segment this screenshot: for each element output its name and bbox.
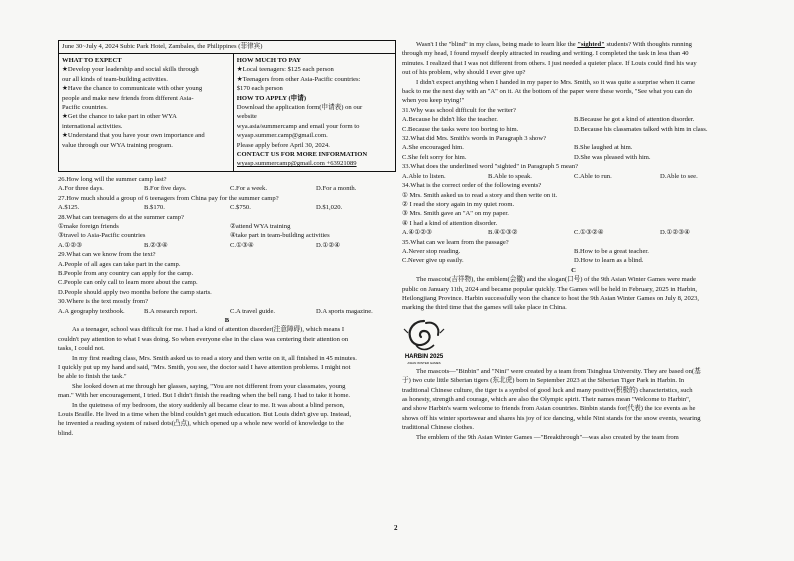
expect-line: our all kinds of team-building activities. (62, 75, 168, 83)
pay-line: ★Teenagers from other Asia-Pacific countries: (236, 75, 361, 83)
options-35-row2 (402, 256, 745, 265)
question-34: 34.What is the correct order of the following events? (402, 182, 542, 190)
passage-b-continued (402, 40, 745, 106)
paragraph-line: traditional Chinese clothes. (402, 424, 474, 432)
paragraph-line: Louis Braille. He lived in a time when the blind couldn't get much education. But Louis didn't give up. Instead, (58, 411, 351, 419)
paragraph-line (402, 49, 745, 58)
option: D.For a month. (316, 185, 357, 193)
option: D.①②④ (316, 241, 341, 249)
paragraph-line: couldn't pay attention to what I was doing. So when everyone else in the class was centering their attention on (58, 335, 349, 343)
passage-c-mascots (402, 367, 745, 433)
text-run: minutes. I realized that I was not different from others. I just needed a quieter place. If Louis could find his way (402, 59, 697, 67)
expect-line: ★Get the chance to take part in other WYA (62, 113, 177, 121)
what-to-expect (59, 54, 234, 171)
question-26: 26.How long will the summer camp last? (58, 175, 167, 183)
expect-line: value through our WYA training program. (62, 141, 173, 149)
contact-line: wyasp.summercamp@gmail.com +63921089 (236, 160, 357, 168)
option: D.①②③④ (660, 229, 691, 237)
option: B.Able to speak. (488, 172, 532, 180)
passage-c-intro (402, 275, 745, 313)
option: B.For five days. (144, 185, 187, 193)
expect-line: international activities. (62, 122, 123, 130)
q28-item: ④take part in team-building activities (230, 232, 330, 240)
paragraph-line: I quickly put up my hand and said, "Mrs. Smith, you see, the doctor said I have attention problems. I might not (58, 364, 351, 371)
question-33: 33.What does the underlined word "sighted" in Paragraph 5 mean? (402, 163, 579, 171)
question-35: 35.What can we learn from the passage? (402, 238, 509, 246)
option: A.④①②③ (402, 229, 433, 237)
pay-line: ★Local teenagers: $125 each person (236, 66, 334, 74)
options-33 (402, 172, 745, 181)
q34-item: ① Mrs. Smith asked us to read a story and then write on it. (402, 191, 558, 199)
passage-c-mascots-block (402, 313, 745, 367)
options-35-row1 (402, 247, 745, 256)
text-run: out of his problem, why should I ever give up? (402, 69, 526, 77)
right-column (402, 40, 745, 442)
option: D.How to learn as a blind. (574, 257, 644, 265)
q28-item: ②attend WYA training (230, 222, 291, 230)
paragraph-line: Heilongjiang Province. Harbin successfully won the chance to host the 9th Asian Winter Games on July 8, 2023, (402, 294, 700, 302)
option: B.She laughed at him. (574, 144, 633, 152)
left-column (58, 40, 396, 438)
text-run: back to me the next day with an "A" on it. At the bottom of the paper were these words, "See what you can do (402, 88, 693, 96)
options-34 (402, 228, 745, 237)
paragraph-line: tasks, I could not. (58, 345, 105, 353)
question-29: 29.What can we know from the text? (58, 251, 156, 259)
notice-header: June 30~July 4, 2024 Subic Park Hotel, Zambales, the Philippines (菲律宾) (59, 41, 395, 54)
emblem-subtext: ASIAN WINTER GAMES (407, 360, 441, 365)
question-28: 28.What can teenagers do at the summer camp? (58, 213, 184, 221)
q34-item: ③ Mrs. Smith gave an "A" on my paper. (402, 210, 509, 218)
q28-item: ①make foreign friends (58, 222, 119, 230)
paragraph-line (402, 87, 745, 96)
paragraph-line: traditional Chinese culture, the tiger is a symbol of good luck and many positive(积极的) characteristics, such (402, 386, 693, 394)
option: D.She was pleased with him. (574, 153, 651, 161)
spacer (402, 313, 745, 367)
q28-items-row1 (58, 222, 396, 231)
passage-c-emblem-line: The emblem of the 9th Asian Winter Games —"Breakthrough"—was also created by the team from (416, 433, 679, 441)
option: D.Because his classmates talked with him in class. (574, 125, 708, 133)
option: B.④①③② (488, 229, 518, 237)
option: C.Because the tasks were too boring to him. (402, 125, 519, 133)
apply-line: wyasp.summer.camp@gmail.com. (236, 132, 328, 140)
paragraph-line: as honesty, strength and courage, which are also the Olympic spirit. Their names mean "Welcome to Harbin", (402, 396, 691, 403)
option: B.How to be a great teacher. (574, 247, 649, 255)
text-run: I didn't expect anything when I handed in my paper to Mrs. Smith, so it was quite a surprise when it came (416, 78, 695, 86)
paragraph-line: be able to finish the task." (58, 373, 127, 381)
section-c-heading: C (571, 266, 576, 274)
paragraph-line: She looked down at me through her glasses, saying, "You are not different from your classmates, young (72, 382, 346, 390)
paragraph-line: The mascots(吉祥物), the emblem(会徽) and the slogan(口号) of the 9th Asian Winter Games were made (416, 276, 696, 284)
harbin-2025-emblem-icon (402, 315, 446, 367)
expect-line: people and make new friends from different Asia- (62, 94, 194, 102)
option: B.$170. (144, 204, 165, 212)
paragraph-line: 于) two cute little Siberian tigers (东北虎) born in September 2023 at the Siberian Tiger Park in Harbin. In (402, 377, 685, 385)
pay-title: HOW MUCH TO PAY (236, 57, 302, 64)
options-32-row1 (402, 143, 745, 152)
paragraph-line: In my first reading class, Mrs. Smith asked us to read a story and then write on it, all finished in 45 minutes. (72, 354, 357, 362)
option: C.①③④ (230, 241, 254, 249)
paragraph-line (402, 78, 745, 87)
option: B.A research report. (144, 307, 198, 315)
emblem-text: HARBIN 2025 (404, 353, 444, 360)
text-run: Wasn't I the "blind" in my class, being made to learn like the (416, 41, 578, 48)
option: A.She encouraged him. (402, 144, 464, 152)
option: C.$750. (230, 204, 251, 212)
options-31-row2 (402, 125, 745, 134)
option: C.For a week. (230, 185, 267, 193)
text-run: students? With thoughts running (604, 41, 692, 48)
underlined-word: "sighted" (577, 41, 605, 48)
expect-line: Pacific countries. (62, 104, 108, 112)
options-32-row2 (402, 153, 745, 162)
option: C.People can only call to learn more about the camp. (58, 279, 198, 287)
pay-and-apply (234, 54, 395, 171)
option: C.She felt sorry for him. (402, 153, 467, 161)
option: A.①②③ (58, 241, 83, 249)
option: B.People from any country can apply for the camp. (58, 269, 194, 277)
apply-line: wya.asia/summercamp and email your form to (236, 122, 360, 130)
options-26 (58, 184, 396, 193)
text-run: through my head, I found myself deeply attracted in reading and writing. I completed the task in less than 40 (402, 50, 689, 58)
paragraph-line: blind. (58, 429, 74, 437)
section-b-heading: B (224, 316, 230, 324)
paragraph-line (402, 40, 745, 49)
paragraph-line (402, 96, 745, 105)
option: A.Able to listen. (402, 172, 446, 180)
paragraph-line: and show Harbin's warm welcome to friends from Asian countries. Binbin stands for(代表) the ice events as he (402, 405, 696, 413)
paragraph-line: In the quietness of my bedroom, the story suddenly all became clear to me. It was about a blind person, (72, 401, 345, 409)
option: B.Because he got a kind of attention disorder. (574, 116, 695, 124)
page-number: 2 (394, 524, 398, 532)
question-32: 32.What did Mrs. Smith's words in Paragraph 3 show? (402, 135, 547, 143)
apply-line: website (236, 113, 257, 121)
option: D.People should apply two months before the camp starts. (58, 288, 212, 296)
options-31-row1 (402, 115, 745, 124)
option: C.A travel guide. (230, 307, 276, 315)
apply-title: HOW TO APPLY (申请) (236, 94, 307, 102)
option: A.Never stop reading. (402, 247, 461, 255)
q28-items-row2 (58, 231, 396, 240)
text-run: when you keep trying!" (402, 97, 465, 105)
question-31: 31.Why was school difficult for the writer? (402, 106, 516, 114)
camp-notice (58, 40, 396, 172)
options-30 (58, 307, 396, 316)
option: D.$1,020. (316, 204, 343, 212)
apply-line: Please apply before April 30, 2024. (236, 141, 330, 149)
option: B.②③④ (144, 241, 168, 249)
expect-line: ★Understand that you have your own importance and (62, 132, 205, 140)
paragraph-line: he invented a reading system of raised dots(凸点), which opened up a whole new world of knowledge to the (58, 420, 344, 428)
options-27 (58, 203, 396, 212)
option: C.Able to run. (574, 172, 612, 180)
expect-line: ★Develop your leadership and social skills through (62, 66, 199, 74)
contact-title: CONTACT US FOR MORE INFORMATION (236, 151, 368, 159)
option: A.A geography textbook. (58, 307, 125, 315)
question-27: 27.How much should a group of 6 teenagers from China pay for the summer camp? (58, 194, 279, 202)
option: A.For three days. (58, 185, 104, 193)
option: A.People of all ages can take part in the camp. (58, 260, 181, 268)
q28-item: ③travel to Asia-Pacific countries (58, 232, 146, 240)
questions-26-27 (58, 175, 396, 316)
options-28 (58, 241, 396, 250)
question-30: 30.Where is the text mostly from? (58, 298, 149, 306)
q34-item: ② I read the story again in my quiet room. (402, 200, 515, 208)
paragraph-line: man." With her encouragement, I tried. But I didn't finish the reading when the bell rang. I had to take it home. (58, 392, 351, 400)
paragraph-line: As a teenager, school was difficult for me. I had a kind of attention disorder(注意障碍), which means I (72, 326, 345, 334)
expect-title: WHAT TO EXPECT (62, 57, 122, 64)
passage-b (58, 325, 396, 438)
option: D.Able to see. (660, 172, 698, 180)
apply-line: Download the application form(申请表) on our (236, 104, 363, 112)
expect-line: ★Have the chance to communicate with other young (62, 85, 203, 93)
q34-item: ④ I had a kind of attention disorder. (402, 219, 498, 227)
paragraph-line: marking the third time that the games will take place in China. (402, 304, 567, 312)
paragraph-line: shows off his winter sportswear and shares his joy of ice dancing, while Nini stands for the snow events, wearing (402, 414, 701, 422)
paragraph-line: public on January 11th, 2024 and became popular quickly. The Games will be held in February, 2025 in Harbin, (402, 285, 698, 293)
paragraph-line (402, 68, 745, 77)
pay-line: $170 each person (236, 85, 283, 93)
option: A.$125. (58, 204, 80, 212)
option: D.A sports magazine. (316, 307, 373, 315)
option: C.①③②④ (574, 229, 604, 237)
option: C.Never give up easily. (402, 257, 464, 265)
option: A.Because he didn't like the teacher. (402, 116, 498, 124)
paragraph-line (402, 59, 745, 68)
paragraph-line: The mascots—"Binbin" and "Nini" were created by a team from Tsinghua University. They are based on(基 (416, 367, 701, 375)
